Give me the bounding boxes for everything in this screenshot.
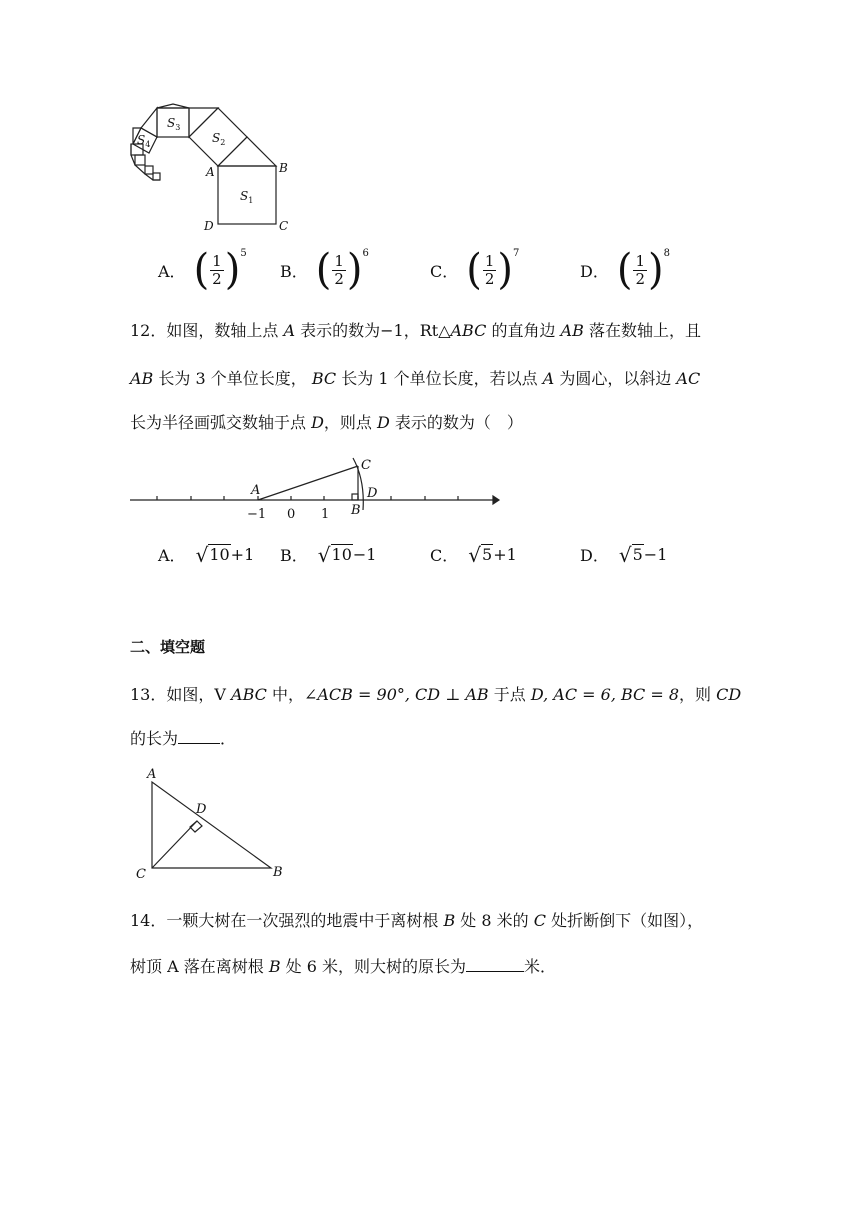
label-s4: $S_4$: [137, 133, 151, 149]
triangle-abc: [152, 782, 271, 868]
section-title-fill-in: 二、填空题: [130, 638, 206, 656]
q12-line-3: 长为半径画弧交数轴于点 D，则点 D 表示的数为（ ）: [130, 413, 523, 432]
label-b: B: [351, 503, 361, 518]
sqrt-expression: √ 10: [195, 542, 230, 567]
axis-arrow: [493, 496, 499, 504]
q11-option-d[interactable]: D． ( 1 2 ) 8: [580, 245, 670, 295]
hypotenuse-ac: [258, 466, 358, 500]
sqrt-expression: √ 5: [468, 542, 493, 567]
fraction-power: ( 1 2 ) 5: [193, 245, 247, 295]
tick-label: 1: [321, 507, 330, 522]
triangle-top: [218, 137, 276, 166]
q13-line-2: 的长为 ．: [130, 729, 237, 748]
label-c: C: [361, 458, 371, 473]
figure-q12-number-line: [125, 450, 505, 522]
fraction-power: ( 1 2 ) 8: [616, 245, 670, 295]
q11-option-a[interactable]: A． ( 1 2 ) 5: [158, 245, 247, 295]
label-a: A: [251, 483, 261, 498]
fraction-power: ( 1 2 ) 7: [466, 245, 520, 295]
label-b: B: [279, 161, 288, 175]
tick-label: 0: [287, 507, 296, 522]
fraction-power: ( 1 2 ) 6: [315, 245, 369, 295]
answer-blank[interactable]: [178, 729, 220, 744]
q12-option-c[interactable]: C． √ 5 +1: [430, 542, 517, 567]
label-d: D: [204, 219, 214, 233]
q14-line-1: 14．一颗大树在一次强烈的地震中于离树根 B 处 8 米的 C 处折断倒下（如图），: [130, 911, 704, 930]
q12-option-b[interactable]: B． √ 10 −1: [280, 542, 377, 567]
q12-option-a[interactable]: A． √ 10 +1: [158, 542, 255, 567]
label-c: C: [279, 219, 289, 233]
sqrt-expression: √ 5: [618, 542, 643, 567]
q12-line-1: 12．如图，数轴上点 A 表示的数为−1，Rt△ABC 的直角边 AB 落在数轴上，且: [130, 321, 701, 340]
triangle-3: [157, 104, 189, 108]
label-s2: $S_2$: [212, 131, 226, 147]
square-s7: [145, 166, 153, 174]
q11-option-b[interactable]: B． ( 1 2 ) 6: [280, 245, 369, 295]
label-d: D: [196, 802, 207, 817]
q12-line-2: AB 长为 3 个单位长度， BC 长为 1 个单位长度，若以点 A 为圆心，以斜边 AC: [130, 369, 701, 388]
label-s1: $S_1$: [240, 189, 254, 205]
square-s6: [135, 155, 145, 165]
q11-option-c[interactable]: C． ( 1 2 ) 7: [430, 245, 520, 295]
label-s3: $S_3$: [167, 116, 181, 132]
q12-option-d[interactable]: D． √ 5 −1: [580, 542, 668, 567]
label-d: D: [367, 486, 378, 501]
label-c: C: [136, 867, 146, 882]
label-b: B: [273, 865, 283, 880]
tick-label: −1: [247, 507, 267, 522]
answer-blank[interactable]: [466, 957, 524, 972]
q14-line-2: 树顶 A 落在离树根 B 处 6 米，则大树的原长为 米．: [130, 957, 557, 976]
q13-line-1: 13．如图，V ABC 中，∠ACB = 90°, CD ⊥ AB 于点 D, AC = 6, BC = 8，则 CD: [130, 685, 742, 704]
figure-q13-right-triangle: [132, 764, 292, 884]
label-a: A: [147, 767, 157, 782]
figure-q11-squares: [122, 100, 302, 235]
right-angle-mark: [352, 494, 358, 500]
label-a: A: [206, 165, 215, 179]
axis-ticks: [157, 496, 458, 500]
square-s8: [153, 173, 160, 180]
sqrt-expression: √ 10: [317, 542, 352, 567]
